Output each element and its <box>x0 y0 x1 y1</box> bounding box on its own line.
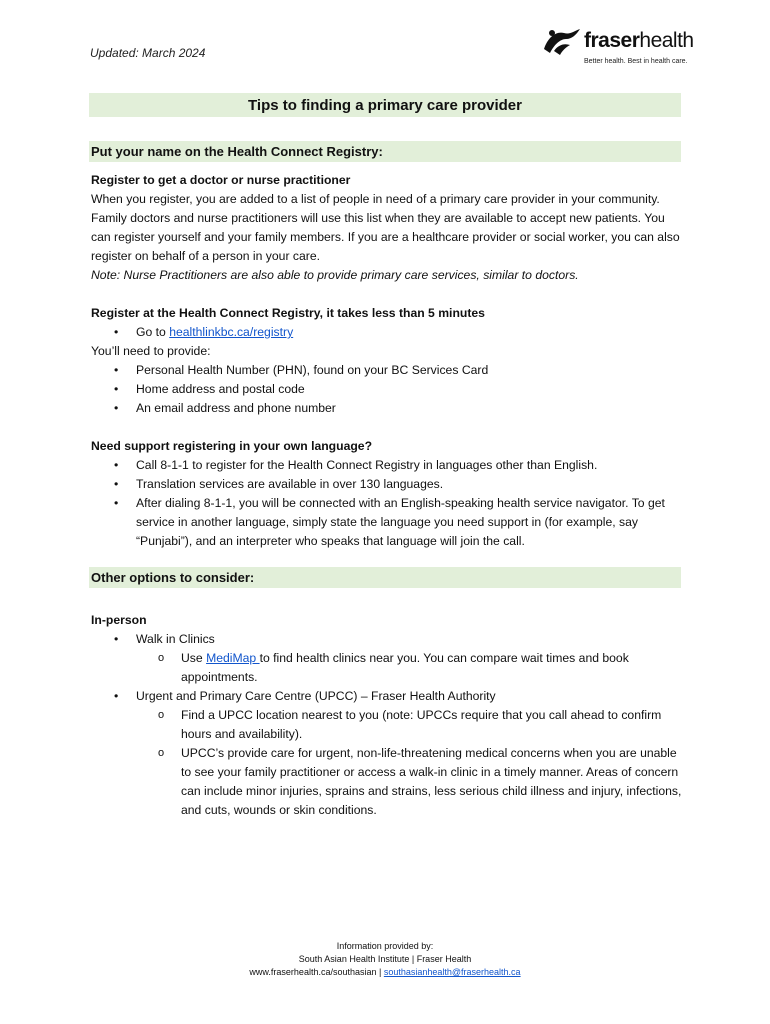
footer-line-3: www.fraserhealth.ca/southasian | southasianhealth@fraserhealth.ca <box>249 967 521 977</box>
language-list <box>91 456 686 551</box>
subheading-language: Need support registering in your own language? <box>91 439 373 453</box>
footer <box>0 940 770 979</box>
list-item: • Call 8-1-1 to register for the Health Connect Registry in languages other than English. <box>91 456 686 475</box>
footer-line-2: South Asian Health Institute | Fraser Health <box>298 954 472 964</box>
footer-line-1: Information provided by: <box>336 941 434 951</box>
registry-paragraph: When you register, you are added to a list of people in need of a primary care provider in your community. Family doctors and nurse practitioners will use this list when they are available to accept new patients. You can register yourself and your family members. If you are a healthcare provider or social worker, you can also register on behalf of a person in your care. <box>91 192 680 263</box>
list-item: • Translation services are available in over 130 languages. <box>91 475 686 494</box>
section-heading-registry: Put your name on the Health Connect Registry: <box>89 141 681 162</box>
page-title: Tips to finding a primary care provider <box>89 93 681 117</box>
subheading-register-time: Register at the Health Connect Registry, it takes less than 5 minutes <box>91 306 485 320</box>
options-section <box>91 611 686 820</box>
fraser-health-mark-icon <box>540 27 582 57</box>
list-item-walk-in: • Walk in Clinics <box>91 630 686 649</box>
list-item: o Find a UPCC location nearest to you (note: UPCCs require that you call ahead to confirm hours and availability). <box>91 706 686 744</box>
registry-link[interactable]: healthlinkbc.ca/registry <box>169 325 294 339</box>
subheading-register: Register to get a doctor or nurse practitioner <box>91 173 351 187</box>
list-item: • Personal Health Number (PHN), found on your BC Services Card <box>91 361 686 380</box>
list-item: • After dialing 8-1-1, you will be connected with an English-speaking health service navigator. To get service in another language, simply state the language you need support in (for example, say “Punjabi”), and an interpreter who speaks that language will join the call. <box>91 494 686 551</box>
list-item-goto: • Go to healthlinkbc.ca/registry <box>91 323 686 342</box>
note-text: Note: Nurse Practitioners are also able to provide primary care services, similar to doctors. <box>91 268 579 282</box>
registry-section <box>91 171 686 551</box>
section-heading-options: Other options to consider: <box>89 567 681 588</box>
fraser-health-logo <box>540 27 694 69</box>
logo-tagline: Better health. Best in health care. <box>584 58 688 65</box>
logo-brand: fraserhealth <box>584 29 694 52</box>
updated-date: Updated: March 2024 <box>90 46 206 60</box>
email-link[interactable]: southasianhealth@fraserhealth.ca <box>383 967 521 977</box>
need-intro: You’ll need to provide: <box>91 344 211 358</box>
list-item: o UPCC’s provide care for urgent, non-life-threatening medical concerns when you are unable to see your family practitioner or access a walk-in clinic in a timely manner. Areas of concern can include minor injuries, sprains and strains, less serious child illness and injury, infections, and cuts, wounds or skin conditions. <box>91 744 686 820</box>
list-item: • An email address and phone number <box>91 399 686 418</box>
list-item: • Home address and postal code <box>91 380 686 399</box>
list-item-medimap: o Use MediMap to find health clinics near you. You can compare wait times and book appointments. <box>91 649 686 687</box>
list-item-upcc: • Urgent and Primary Care Centre (UPCC) – Fraser Health Authority <box>91 687 686 706</box>
needs-list <box>91 361 686 418</box>
medimap-link[interactable]: MediMap <box>206 651 260 665</box>
subheading-in-person: In-person <box>91 613 147 627</box>
